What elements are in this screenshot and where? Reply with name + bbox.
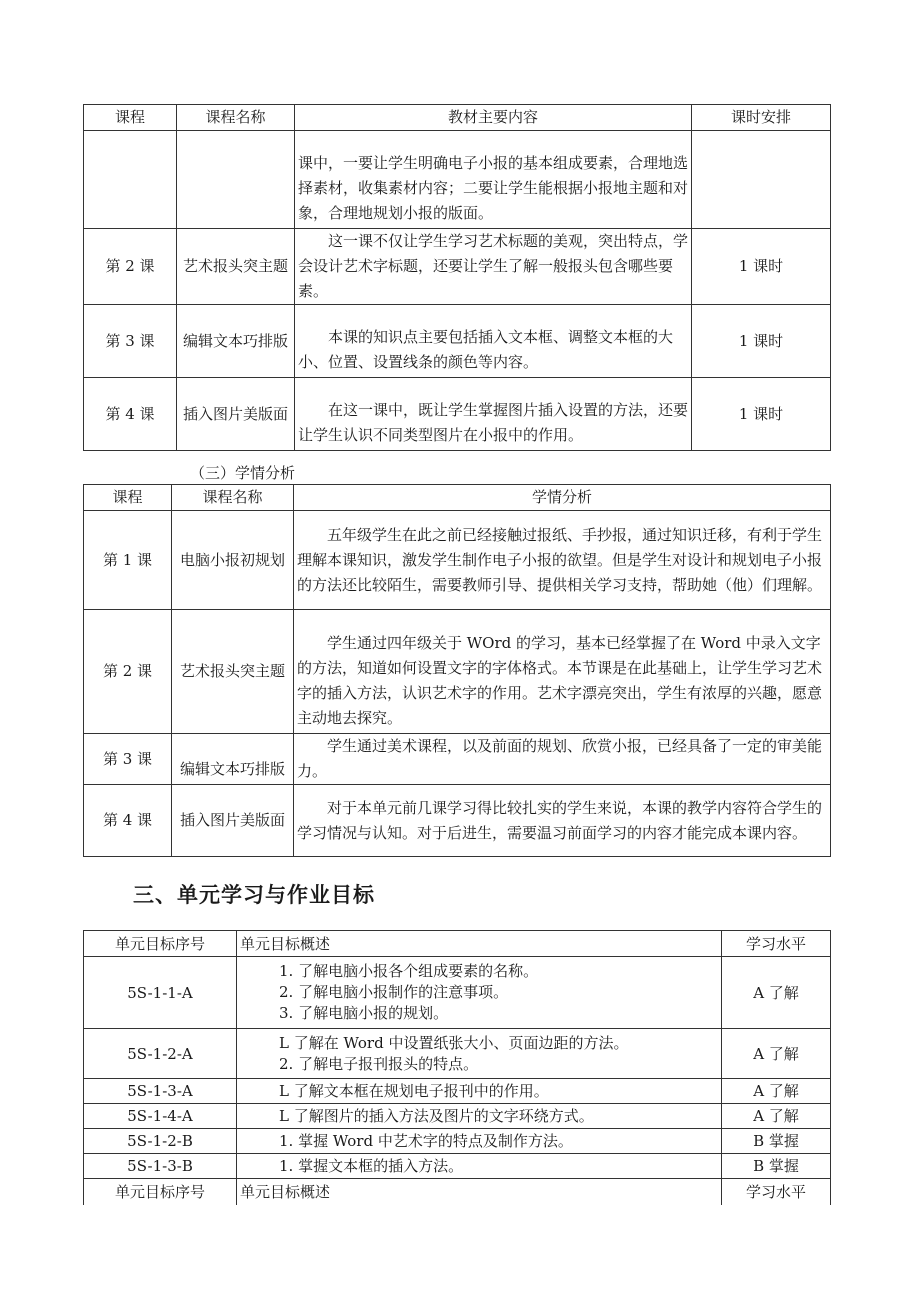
header-cell: 单元目标概述 — [237, 1179, 722, 1205]
table-row — [84, 1129, 831, 1154]
content-cell: 课中，一要让学生明确电子小报的基本组成要素，合理地选择素材，收集素材内容；二要让学生能根据小报地主题和对象，合理地规划小报的版面。 — [295, 131, 692, 229]
lesson-name-cell: 电脑小报初规划 — [172, 511, 294, 610]
header-cell: 课程 — [84, 485, 172, 511]
table-footer-row — [84, 1179, 831, 1205]
table-row — [84, 378, 831, 451]
section-heading: 三、单元学习与作业目标 — [133, 883, 375, 907]
goal-line: 1. 掌握 Word 中艺术字的特点及制作方法。 — [279, 1131, 573, 1150]
header-cell: 课程名称 — [177, 105, 295, 131]
goal-level-cell: B 掌握 — [722, 1154, 831, 1179]
lesson-name-cell: 艺术报头突主题 — [177, 229, 295, 305]
header-cell: 课程名称 — [172, 485, 294, 511]
analysis-table — [83, 484, 831, 857]
header-cell: 学情分析 — [294, 485, 831, 511]
goal-line: L 了解在 Word 中设置纸张大小、页面边距的方法。 — [279, 1033, 629, 1052]
lesson-name-cell: 插入图片美版面 — [177, 378, 295, 451]
analysis-cell: 对于本单元前几课学习得比较扎实的学生来说，本课的教学内容符合学生的学习情况与认知。对于后进生，需要温习前面学习的内容才能完成本课内容。 — [294, 785, 831, 857]
goal-line: 2. 了解电子报刊报头的特点。 — [279, 1054, 479, 1073]
goal-summary-cell — [237, 957, 722, 1029]
lesson-cell: 第 4 课 — [84, 378, 177, 451]
lesson-name-cell — [177, 131, 295, 229]
content-table — [83, 104, 831, 451]
goal-code-cell: 5S-1-2-B — [84, 1129, 237, 1154]
header-cell: 教材主要内容 — [295, 105, 692, 131]
hours-cell: 1 课时 — [692, 305, 831, 378]
table-row — [84, 229, 831, 305]
goal-code-cell: 5S-1-1-A — [84, 957, 237, 1029]
table-row — [84, 785, 831, 857]
table-row — [84, 957, 831, 1029]
goal-code-cell: 5S-1-4-A — [84, 1104, 237, 1129]
table-row — [84, 1154, 831, 1179]
header-cell: 课程 — [84, 105, 177, 131]
goal-line: L 了解文本框在规划电子报刊中的作用。 — [279, 1081, 549, 1100]
goal-level-cell: A 了解 — [722, 1104, 831, 1129]
table-row — [84, 305, 831, 378]
content-cell: 在这一课中，既让学生掌握图片插入设置的方法，还要让学生认识不同类型图片在小报中的作用。 — [295, 378, 692, 451]
hours-cell: 1 课时 — [692, 229, 831, 305]
header-cell: 课时安排 — [692, 105, 831, 131]
table-row — [84, 1079, 831, 1104]
lesson-cell: 第 3 课 — [84, 305, 177, 378]
analysis-cell: 五年级学生在此之前已经接触过报纸、手抄报，通过知识迁移，有利于学生理解本课知识，激发学生制作电子小报的欲望。但是学生对设计和规划电子小报的方法还比较陌生，需要教师引导、提供相关学习支持，帮助她（他）们理解。 — [294, 511, 831, 610]
table-row — [84, 734, 831, 785]
table-row — [84, 610, 831, 734]
lesson-name-cell: 艺术报头突主题 — [172, 610, 294, 734]
goal-summary-cell — [237, 1104, 722, 1129]
goals-table — [83, 930, 831, 1205]
table-header-row — [84, 105, 831, 131]
header-cell: 学习水平 — [722, 931, 831, 957]
goal-level-cell: A 了解 — [722, 1079, 831, 1104]
table-row — [84, 1104, 831, 1129]
table-header-row — [84, 931, 831, 957]
table-row — [84, 131, 831, 229]
lesson-cell — [84, 131, 177, 229]
section-caption: （三）学情分析 — [190, 464, 296, 482]
lesson-cell: 第 4 课 — [84, 785, 172, 857]
lesson-name-cell: 编辑文本巧排版 — [177, 305, 295, 378]
lesson-name-cell: 编辑文本巧排版 — [172, 734, 294, 785]
goal-line: 1. 了解电脑小报各个组成要素的名称。 — [279, 962, 539, 980]
goal-summary-cell — [237, 1029, 722, 1079]
lesson-cell: 第 2 课 — [84, 610, 172, 734]
lesson-cell: 第 3 课 — [84, 734, 172, 785]
lesson-name-cell: 插入图片美版面 — [172, 785, 294, 857]
content-cell: 这一课不仅让学生学习艺术标题的美观，突出特点，学会设计艺术字标题，还要让学生了解一般报头包含哪些要素。 — [295, 229, 692, 305]
table-header-row — [84, 485, 831, 511]
goal-level-cell: A 了解 — [722, 957, 831, 1029]
goal-code-cell: 5S-1-3-A — [84, 1079, 237, 1104]
header-cell: 单元目标序号 — [84, 1179, 237, 1205]
header-cell: 学习水平 — [722, 1179, 831, 1205]
lesson-cell: 第 1 课 — [84, 511, 172, 610]
goal-code-cell: 5S-1-2-A — [84, 1029, 237, 1079]
goal-line: 1. 掌握文本框的插入方法。 — [279, 1156, 464, 1175]
header-cell: 单元目标序号 — [84, 931, 237, 957]
goal-line: 2. 了解电脑小报制作的注意事项。 — [279, 983, 509, 1001]
hours-cell: 1 课时 — [692, 378, 831, 451]
goal-level-cell: A 了解 — [722, 1029, 831, 1079]
goal-line: L 了解图片的插入方法及图片的文字环绕方式。 — [279, 1106, 594, 1125]
hours-cell — [692, 131, 831, 229]
table-row — [84, 511, 831, 610]
goal-summary-cell — [237, 1079, 722, 1104]
table-row — [84, 1029, 831, 1079]
lesson-cell: 第 2 课 — [84, 229, 177, 305]
content-cell: 本课的知识点主要包括插入文本框、调整文本框的大小、位置、设置线条的颜色等内容。 — [295, 305, 692, 378]
goal-code-cell: 5S-1-3-B — [84, 1154, 237, 1179]
analysis-cell: 学生通过美术课程，以及前面的规划、欣赏小报，已经具备了一定的审美能力。 — [294, 734, 831, 785]
goal-summary-cell — [237, 1129, 722, 1154]
analysis-cell: 学生通过四年级关于 WOrd 的学习，基本已经掌握了在 Word 中录入文字的方法，知道如何设置文字的字体格式。本节课是在此基础上，让学生学习艺术字的插入方法，认识艺术字的作用。艺术字漂亮突出，学生有浓厚的兴趣，愿意主动地去探究。 — [294, 610, 831, 734]
goal-level-cell: B 掌握 — [722, 1129, 831, 1154]
goal-summary-cell — [237, 1154, 722, 1179]
header-cell: 单元目标概述 — [237, 931, 722, 957]
goal-line: 3. 了解电脑小报的规划。 — [279, 1004, 449, 1022]
